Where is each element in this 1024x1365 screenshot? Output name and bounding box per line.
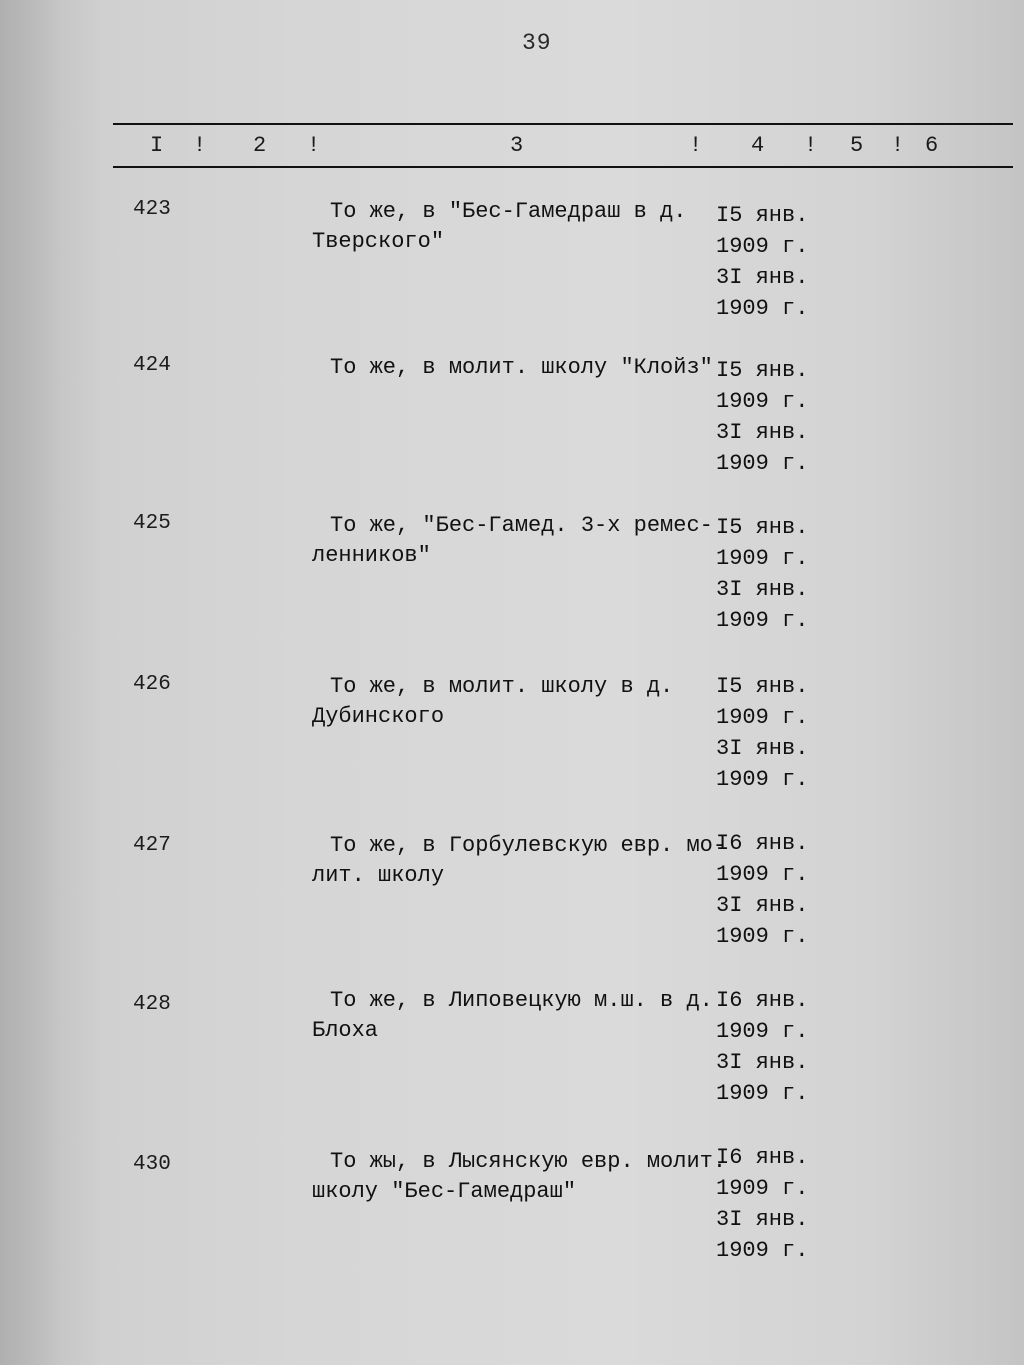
description-line: То же, "Бес-Гамед. 3-х ремес-	[330, 513, 713, 538]
header-bottom-rule	[113, 166, 1013, 168]
page-number: 39	[522, 30, 552, 56]
description-line: То же, в молит. школу в д.	[330, 674, 674, 699]
date-line: 1909 г.	[716, 451, 809, 476]
header-separator: !	[193, 133, 207, 158]
date-line: 1909 г.	[716, 924, 809, 949]
description-line: То же, в Липовецкую м.ш. в д.	[330, 988, 713, 1013]
header-separator: !	[891, 133, 905, 158]
row-description	[312, 831, 727, 891]
header-separator: !	[689, 133, 703, 158]
row-description	[312, 672, 722, 732]
row-number: 423	[133, 198, 171, 221]
description-line: То жы, в Лысянскую евр. молит.	[330, 1149, 727, 1174]
header-col-4: 4	[751, 133, 765, 158]
date-line: I5 янв.	[716, 515, 809, 540]
description-line: Дубинского	[312, 704, 445, 729]
row-description	[312, 511, 722, 571]
header-top-rule	[113, 123, 1013, 125]
date-line: I6 янв.	[716, 988, 809, 1013]
row-number: 425	[133, 512, 171, 535]
row-number: 424	[133, 354, 171, 377]
header-col-3: 3	[510, 133, 524, 158]
header-separator: !	[307, 133, 321, 158]
row-number: 427	[133, 834, 171, 857]
row-dates	[716, 828, 808, 952]
date-line: I5 янв.	[716, 358, 809, 383]
description-line: То же, в молит. школу "Клойз"	[330, 355, 713, 380]
header-col-1: I	[150, 133, 164, 158]
description-line: Блоха	[312, 1018, 379, 1043]
description-line: ленников"	[312, 543, 431, 568]
date-line: 1909 г.	[716, 862, 809, 887]
row-dates	[716, 355, 808, 479]
row-dates	[716, 1142, 808, 1266]
header-col-2: 2	[253, 133, 267, 158]
date-line: I5 янв.	[716, 203, 809, 228]
row-description	[312, 353, 722, 383]
header-col-5: 5	[850, 133, 864, 158]
row-dates	[716, 985, 808, 1109]
date-line: I5 янв.	[716, 674, 809, 699]
description-line: школу "Бес-Гамедраш"	[312, 1179, 577, 1204]
date-line: 1909 г.	[716, 1019, 809, 1044]
date-line: 1909 г.	[716, 608, 809, 633]
description-line: То же, в Горбулевскую евр. мо-	[330, 833, 727, 858]
date-line: I6 янв.	[716, 1145, 809, 1170]
date-line: 3I янв.	[716, 1207, 809, 1232]
date-line: 1909 г.	[716, 767, 809, 792]
date-line: 1909 г.	[716, 1176, 809, 1201]
date-line: 3I янв.	[716, 1050, 809, 1075]
date-line: 1909 г.	[716, 296, 809, 321]
row-description	[312, 197, 722, 257]
date-line: 1909 г.	[716, 234, 809, 259]
description-line: лит. школу	[312, 863, 445, 888]
date-line: 1909 г.	[716, 546, 809, 571]
date-line: 1909 г.	[716, 1238, 809, 1263]
date-line: 1909 г.	[716, 1081, 809, 1106]
description-line: Тверского"	[312, 229, 445, 254]
row-number: 430	[133, 1153, 171, 1176]
row-dates	[716, 512, 808, 636]
page-edge-shadow	[0, 0, 105, 1365]
row-description	[312, 1147, 727, 1207]
header-separator: !	[804, 133, 818, 158]
date-line: I6 янв.	[716, 831, 809, 856]
row-dates	[716, 671, 808, 795]
header-col-6: 6	[925, 133, 939, 158]
description-line: То же, в "Бес-Гамедраш в д.	[330, 199, 687, 224]
date-line: 3I янв.	[716, 265, 809, 290]
date-line: 3I янв.	[716, 736, 809, 761]
row-number: 426	[133, 673, 171, 696]
date-line: 1909 г.	[716, 389, 809, 414]
date-line: 1909 г.	[716, 705, 809, 730]
row-description	[312, 986, 722, 1046]
row-number: 428	[133, 993, 171, 1016]
date-line: 3I янв.	[716, 577, 809, 602]
date-line: 3I янв.	[716, 893, 809, 918]
row-dates	[716, 200, 808, 324]
date-line: 3I янв.	[716, 420, 809, 445]
